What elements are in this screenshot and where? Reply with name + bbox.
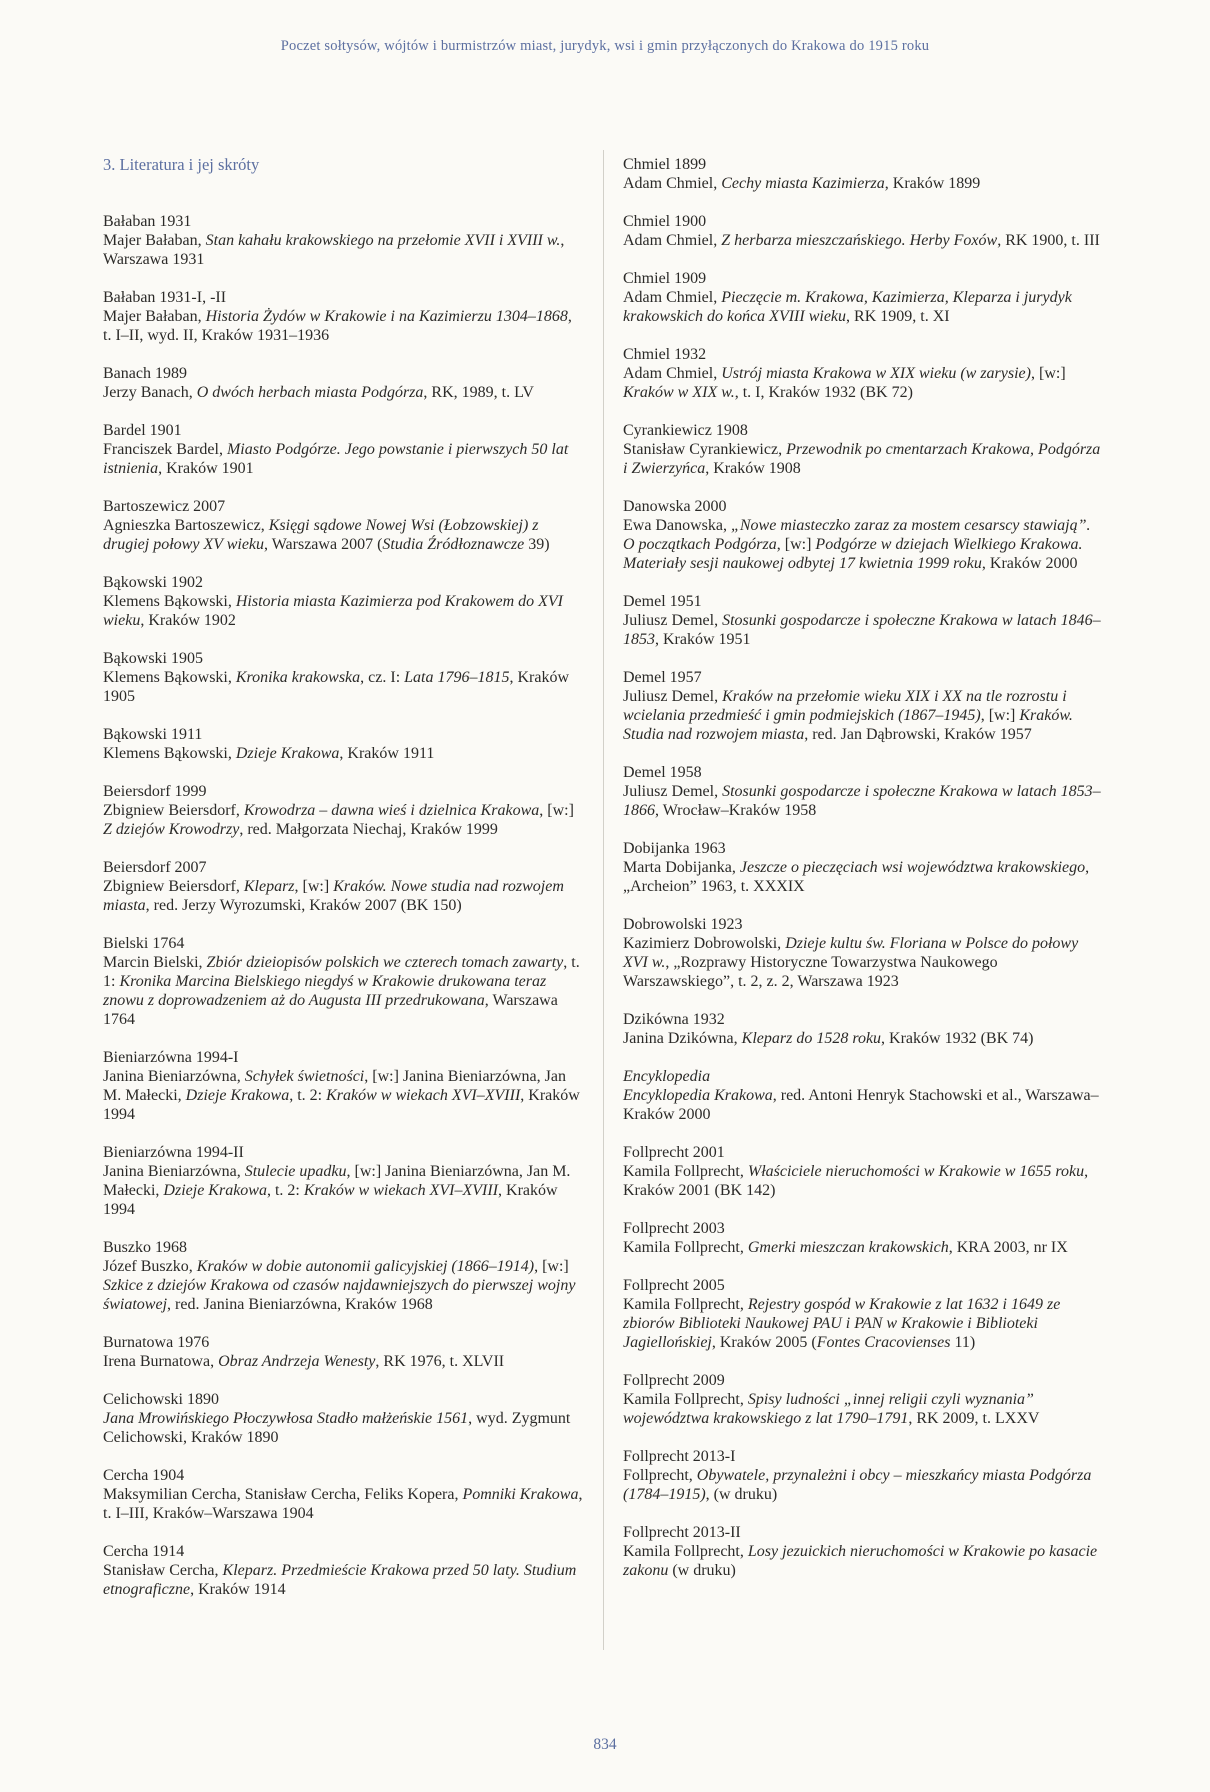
reference-title: Losy jezuickich nieruchomości w Krakowie po kasacie zakonu: [623, 1543, 1098, 1579]
entry-reference: [623, 858, 1103, 896]
reference-title: Dzieje kultu św. Floriana w Polsce do połowy XVI w.: [623, 935, 1079, 971]
reference-title: Miasto Podgórze. Jego powstanie i pierwszych 50 lat istnienia: [103, 441, 569, 477]
bibliography-entry: [623, 1067, 1103, 1124]
bibliography-entry: [623, 1219, 1103, 1257]
reference-title: Dzieje Krakowa: [235, 745, 340, 762]
reference-title: Kraków w wiekach XVI–XVIII: [303, 1182, 499, 1199]
reference-text: , Kraków 1914: [190, 1581, 286, 1598]
reference-title: Stulecie upadku: [244, 1163, 347, 1180]
running-head: Poczet sołtysów, wójtów i burmistrzów miast, jurydyk, wsi i gmin przyłączonych do Krakowa do 1915 roku: [280, 38, 930, 54]
entry-abbreviation: Follprecht 2005: [623, 1277, 725, 1294]
reference-text: , red. Jerzy Wyrozumski, Kraków 2007 (BK 150): [145, 897, 462, 914]
reference-text: , RK 2009, t. LXXV: [908, 1410, 1040, 1427]
entry-abbreviation: Demel 1951: [623, 593, 702, 610]
entry-reference: [623, 1086, 1103, 1124]
reference-text: , cz. I:: [360, 669, 405, 686]
bibliography-entry: [623, 592, 1103, 649]
bibliography-entry: [103, 1390, 583, 1447]
reference-title: O dwóch herbach miasta Podgórza: [196, 384, 424, 401]
reference-title: Szkice z dziejów Krakowa od czasów najdawniejszych do pierwszej wojny światowej: [103, 1277, 576, 1313]
reference-text: , RK 1909, t. XI: [846, 308, 950, 325]
bibliography-entry: [623, 269, 1103, 326]
bibliography-list-right: [623, 155, 1103, 1580]
entry-reference: [103, 440, 583, 478]
reference-title: Gmerki mieszczan krakowskich: [747, 1239, 949, 1256]
reference-text: Janina Bieniarzówna,: [103, 1163, 245, 1180]
reference-text: , „Archeion” 1963, t. XXXIX: [623, 859, 1090, 895]
bibliography-entry: [103, 212, 583, 269]
entry-reference: [623, 782, 1103, 820]
entry-reference: [623, 1466, 1103, 1504]
reference-text: Adam Chmiel,: [623, 175, 722, 192]
entry-abbreviation: Chmiel 1899: [623, 156, 707, 173]
reference-title: Schyłek świetności: [244, 1068, 365, 1085]
bibliography-entry: [623, 212, 1103, 250]
entry-abbreviation: Buszko 1968: [103, 1239, 187, 1256]
entry-reference: [103, 383, 583, 402]
bibliography-entry: [623, 763, 1103, 820]
reference-text: Józef Buszko,: [103, 1258, 197, 1275]
bibliography-entry: [103, 421, 583, 478]
entry-reference: [103, 877, 583, 915]
reference-text: , t. I–III, Kraków–Warszawa 1904: [103, 1486, 583, 1522]
bibliography-entry: [623, 1523, 1103, 1580]
reference-title: Zbiór dzieiopisów polskich we czterech tomach zawarty: [206, 954, 564, 971]
reference-title: Jeszcze o pieczęciach wsi województwa krakowskiego: [739, 859, 1086, 876]
bibliography-entry: [103, 1238, 583, 1314]
entry-reference: [623, 364, 1103, 402]
reference-text: , t. 1:: [103, 954, 580, 990]
reference-text: Marcin Bielski,: [103, 954, 207, 971]
bibliography-entry: [103, 1048, 583, 1124]
entry-abbreviation: Encyklopedia: [623, 1068, 711, 1085]
reference-text: , t. I–II, wyd. II, Kraków 1931–1936: [103, 308, 572, 344]
reference-title: Stosunki gospodarcze i społeczne Krakowa w latach 1853–1866: [623, 783, 1101, 819]
reference-title: Przewodnik po cmentarzach Krakowa, Podgórza i Zwierzyńca: [623, 441, 1101, 477]
entry-reference: [103, 592, 583, 630]
reference-text: , Kraków 1901: [158, 460, 254, 477]
reference-text: Majer Bałaban,: [103, 308, 206, 325]
reference-text: Juliusz Demel,: [623, 688, 723, 705]
entry-reference: [103, 1561, 583, 1599]
bibliography-entry: [103, 1542, 583, 1599]
entry-reference: [623, 516, 1103, 573]
reference-text: Janina Dzikówna,: [623, 1030, 742, 1047]
reference-title: Kraków. Studia nad rozwojem miasta: [623, 707, 1073, 743]
entry-abbreviation: Bardel 1901: [103, 422, 182, 439]
entry-abbreviation: Follprecht 2013-II: [623, 1524, 741, 1541]
bibliography-entry: [103, 573, 583, 630]
reference-text: , t. 2:: [266, 1182, 304, 1199]
reference-title: Z herbarza mieszczańskiego. Herby Foxów: [721, 232, 998, 249]
reference-title: Kraków w XIX w.: [623, 384, 735, 401]
reference-title: Kraków. Nowe studia nad rozwojem miasta: [103, 878, 564, 914]
bibliography-entry: [103, 858, 583, 915]
entry-abbreviation: Demel 1957: [623, 669, 702, 686]
bibliography-entry: [103, 934, 583, 1029]
bibliography-entry: [623, 497, 1103, 573]
reference-text: , [w:]: [980, 707, 1020, 724]
entry-abbreviation: Dobrowolski 1923: [623, 916, 743, 933]
reference-text: , [w:]: [294, 878, 334, 895]
bibliography-entry: [623, 1371, 1103, 1428]
entry-abbreviation: Beiersdorf 1999: [103, 783, 207, 800]
reference-title: Kleparz. Przedmieście Krakowa przed 50 laty. Studium etnograficzne: [103, 1562, 577, 1598]
reference-text: Irena Burnatowa,: [103, 1353, 219, 1370]
reference-text: Marta Dobijanka,: [623, 859, 740, 876]
entry-abbreviation: Danowska 2000: [623, 498, 727, 515]
left-column: [103, 155, 583, 1618]
reference-title: Dzieje Krakowa: [163, 1182, 267, 1199]
entry-abbreviation: Dobijanka 1963: [623, 840, 726, 857]
reference-title: Właściciele nieruchomości w Krakowie w 1655 roku: [747, 1163, 1085, 1180]
reference-title: Kraków w wiekach XVI–XVIII: [326, 1087, 521, 1104]
entry-abbreviation: Bartoszewicz 2007: [103, 498, 226, 515]
bibliography-entry: [103, 649, 583, 706]
reference-title: Jana Mrowińskiego Płoczywłosa Stadło małżeńskie 1561: [103, 1410, 469, 1427]
reference-text: Adam Chmiel,: [623, 232, 722, 249]
reference-text: 39): [524, 536, 550, 553]
reference-text: Adam Chmiel,: [623, 289, 722, 306]
column-divider: [603, 150, 604, 1650]
reference-text: , Kraków 2001 (BK 142): [623, 1163, 1089, 1199]
reference-text: , red. Małgorzata Niechaj, Kraków 1999: [239, 821, 498, 838]
reference-text: Juliusz Demel,: [623, 612, 723, 629]
entry-reference: [623, 1162, 1103, 1200]
reference-text: , Kraków 2000: [981, 555, 1078, 572]
reference-text: , [w:]: [539, 802, 574, 819]
reference-title: Dzieje Krakowa: [185, 1087, 290, 1104]
bibliography-list-left: [103, 212, 583, 1599]
reference-text: Juliusz Demel,: [623, 783, 723, 800]
entry-reference: [623, 440, 1103, 478]
reference-title: Obywatele, przynależni i obcy – mieszkańcy miasta Podgórza (1784–1915): [623, 1467, 1092, 1503]
entry-reference: [103, 801, 583, 839]
reference-text: , Kraków 1899: [884, 175, 981, 192]
entry-abbreviation: Banach 1989: [103, 365, 187, 382]
reference-title: Stosunki gospodarcze i społeczne Krakowa w latach 1846–1853: [623, 612, 1101, 648]
reference-text: Kamila Follprecht,: [623, 1296, 748, 1313]
entry-reference: [103, 231, 583, 269]
reference-text: , wyd. Zygmunt Celichowski, Kraków 1890: [103, 1410, 571, 1446]
entry-reference: [103, 1067, 583, 1124]
bibliography-entry: [103, 725, 583, 763]
entry-reference: [623, 687, 1103, 744]
reference-title: Historia miasta Kazimierza pod Krakowem do XVI wieku: [103, 593, 563, 629]
entry-reference: [103, 744, 583, 763]
reference-text: , [w:]: [1030, 365, 1066, 382]
reference-title: Spisy ludności „innej religii czyli wyznania” województwa krakowskiego z lat 1790–1791: [623, 1391, 1034, 1427]
reference-text: Kamila Follprecht,: [623, 1239, 748, 1256]
reference-text: , t. 2:: [289, 1087, 327, 1104]
entry-abbreviation: Chmiel 1909: [623, 270, 707, 287]
entry-reference: [103, 953, 583, 1029]
entry-reference: [103, 1485, 583, 1523]
bibliography-entry: [623, 1447, 1103, 1504]
bibliography-entry: [103, 288, 583, 345]
reference-text: , Kraków 1911: [339, 745, 435, 762]
reference-text: , Wrocław–Kraków 1958: [655, 802, 817, 819]
reference-text: Kamila Follprecht,: [623, 1543, 748, 1560]
reference-text: Franciszek Bardel,: [103, 441, 227, 458]
reference-text: , [w:] Janina Bieniarzówna, Jan M. Małecki,: [103, 1068, 566, 1104]
reference-text: Adam Chmiel,: [623, 365, 722, 382]
entry-reference: [623, 611, 1103, 649]
reference-text: Maksymilian Cercha, Stanisław Cercha, Feliks Kopera,: [103, 1486, 463, 1503]
entry-abbreviation: Chmiel 1900: [623, 213, 707, 230]
bibliography-entry: [623, 1276, 1103, 1352]
reference-title: Pieczęcie m. Krakowa, Kazimierza, Kleparza i jurydyk krakowskich do końca XVIII wieku: [623, 289, 1072, 325]
entry-reference: [623, 288, 1103, 326]
entry-reference: [103, 668, 583, 706]
reference-title: Studia Źródłoznawcze: [382, 536, 525, 553]
bibliography-entry: [623, 1010, 1103, 1048]
entry-reference: [103, 516, 583, 554]
reference-text: , Warszawa 2007 (: [264, 536, 383, 553]
reference-text: , Warszawa 1931: [103, 232, 565, 268]
reference-text: , Kraków 1994: [103, 1087, 580, 1123]
bibliography-entry: [623, 345, 1103, 402]
reference-text: , RK, 1989, t. LV: [423, 384, 534, 401]
reference-title: Kronika krakowska: [235, 669, 361, 686]
entry-abbreviation: Follprecht 2009: [623, 1372, 725, 1389]
reference-text: , RK 1900, t. III: [997, 232, 1100, 249]
reference-text: , „Rozprawy Historyczne Towarzystwa Naukowego Warszawskiego”, t. 2, z. 2, Warszawa 1923: [623, 954, 998, 990]
reference-title: Lata 1796–1815: [404, 669, 510, 686]
entry-abbreviation: Bielski 1764: [103, 935, 185, 952]
reference-text: Jerzy Banach,: [103, 384, 197, 401]
entry-abbreviation: Bieniarzówna 1994-I: [103, 1049, 239, 1066]
reference-text: , Kraków 1994: [103, 1182, 558, 1218]
reference-text: , Kraków 1902: [140, 612, 236, 629]
entry-abbreviation: Cercha 1904: [103, 1467, 185, 1484]
reference-text: Kamila Follprecht,: [623, 1391, 748, 1408]
entry-abbreviation: Bałaban 1931: [103, 213, 192, 230]
reference-text: , RK 1976, t. XLVII: [375, 1353, 505, 1370]
entry-abbreviation: Cercha 1914: [103, 1543, 185, 1560]
entry-reference: [103, 1162, 583, 1219]
entry-reference: [623, 1390, 1103, 1428]
reference-text: Zbigniew Beiersdorf,: [103, 802, 244, 819]
reference-title: Z dziejów Krowodrzy: [103, 821, 240, 838]
reference-title: „Nowe miasteczko zaraz za mostem cesarscy stawiają”. O początkach Podgórza: [623, 517, 1091, 553]
reference-text: , (w druku): [705, 1486, 778, 1503]
entry-reference: [623, 934, 1103, 991]
reference-text: , t. I, Kraków 1932 (BK 72): [734, 384, 913, 401]
reference-title: Rejestry gospód w Krakowie z lat 1632 i 1649 ze zbiorów Biblioteki Naukowej PAU i PAN w Krakowie i Biblioteki Jagiellońskiej: [623, 1296, 1061, 1351]
entry-abbreviation: Burnatowa 1976: [103, 1334, 210, 1351]
bibliography-entry: [623, 839, 1103, 896]
reference-text: Kamila Follprecht,: [623, 1163, 748, 1180]
entry-abbreviation: Beiersdorf 2007: [103, 859, 207, 876]
bibliography-entry: [103, 782, 583, 839]
entry-abbreviation: Bałaban 1931-I, -II: [103, 289, 227, 306]
bibliography-entry: [623, 421, 1103, 478]
reference-text: , [w:] Janina Bieniarzówna, Jan M. Małecki,: [103, 1163, 571, 1199]
bibliography-entry: [103, 1466, 583, 1523]
reference-text: Ewa Danowska,: [623, 517, 731, 534]
reference-text: Klemens Bąkowski,: [103, 593, 236, 610]
reference-text: , red. Janina Bieniarzówna, Kraków 1968: [167, 1296, 433, 1313]
reference-text: Stanisław Cyrankiewicz,: [623, 441, 787, 458]
reference-text: Stanisław Cercha,: [103, 1562, 223, 1579]
entry-reference: [623, 231, 1103, 250]
reference-text: , Warszawa 1764: [103, 992, 558, 1028]
entry-reference: [623, 1295, 1103, 1352]
entry-abbreviation: Cyrankiewicz 1908: [623, 422, 748, 439]
reference-text: , red. Antoni Henryk Stachowski et al., Warszawa–Kraków 2000: [623, 1087, 1099, 1123]
entry-abbreviation: Follprecht 2001: [623, 1144, 725, 1161]
entry-reference: [623, 1029, 1103, 1048]
reference-title: Encyklopedia Krakowa: [623, 1087, 773, 1104]
reference-text: Klemens Bąkowski,: [103, 745, 236, 762]
reference-text: , KRA 2003, nr IX: [948, 1239, 1068, 1256]
reference-text: , [w:]: [534, 1258, 569, 1275]
entry-abbreviation: Dzikówna 1932: [623, 1011, 725, 1028]
reference-text: Majer Bałaban,: [103, 232, 206, 249]
entry-abbreviation: Bąkowski 1902: [103, 574, 203, 591]
reference-text: , Kraków 1932 (BK 74): [881, 1030, 1034, 1047]
reference-title: Cechy miasta Kazimierza: [721, 175, 885, 192]
reference-title: Stan kahału krakowskiego na przełomie XVII i XVIII w.: [205, 232, 561, 249]
reference-title: Krowodrza – dawna wieś i dzielnica Krakowa: [243, 802, 540, 819]
entry-abbreviation: Bąkowski 1905: [103, 650, 203, 667]
reference-title: Obraz Andrzeja Wenesty: [218, 1353, 376, 1370]
reference-text: , [w:]: [776, 536, 816, 553]
reference-title: Pomniki Krakowa: [462, 1486, 579, 1503]
reference-text: 11): [950, 1334, 976, 1351]
reference-title: Kleparz do 1528 roku: [741, 1030, 882, 1047]
entry-reference: [623, 1238, 1103, 1257]
entry-reference: [103, 1352, 583, 1371]
reference-text: , red. Jan Dąbrowski, Kraków 1957: [804, 726, 1032, 743]
reference-title: Historia Żydów w Krakowie i na Kazimierzu 1304–1868: [205, 308, 568, 325]
bibliography-entry: [623, 1143, 1103, 1200]
bibliography-entry: [623, 668, 1103, 744]
reference-text: Klemens Bąkowski,: [103, 669, 236, 686]
bibliography-entry: [103, 364, 583, 402]
entry-reference: [623, 174, 1103, 193]
entry-reference: [103, 307, 583, 345]
entry-abbreviation: Bieniarzówna 1994-II: [103, 1144, 244, 1161]
bibliography-entry: [623, 915, 1103, 991]
section-title: 3. Literatura i jej skróty: [103, 155, 260, 174]
entry-reference: [103, 1257, 583, 1314]
reference-text: Kazimierz Dobrowolski,: [623, 935, 786, 952]
page-number: 834: [593, 1736, 617, 1753]
reference-title: Księgi sądowe Nowej Wsi (Łobzowskiej) z drugiej połowy XV wieku: [103, 517, 539, 553]
bibliography-entry: [103, 497, 583, 554]
entry-abbreviation: Follprecht 2013-I: [623, 1448, 736, 1465]
entry-reference: [623, 1542, 1103, 1580]
reference-text: Agnieszka Bartoszewicz,: [103, 517, 269, 534]
bibliography-entry: [103, 1143, 583, 1219]
reference-text: , Kraków 1908: [705, 460, 801, 477]
reference-title: Kleparz: [243, 878, 295, 895]
entry-reference: [103, 1409, 583, 1447]
entry-abbreviation: Demel 1958: [623, 764, 702, 781]
entry-abbreviation: Follprecht 2003: [623, 1220, 725, 1237]
bibliography-entry: [103, 1333, 583, 1371]
entry-abbreviation: Celichowski 1890: [103, 1391, 219, 1408]
entry-abbreviation: Bąkowski 1911: [103, 726, 203, 743]
reference-text: , Kraków 1905: [103, 669, 570, 705]
reference-text: , Kraków 1951: [655, 631, 751, 648]
reference-title: Kronika Marcina Bielskiego niegdyś w Krakowie drukowana teraz znowu z doprowadzeniem aż do Augusta III przedrukowana: [103, 973, 547, 1009]
reference-title: Podgórze w dziejach Wielkiego Krakowa. Materiały sesji naukowej odbytej 17 kwietnia 1999 roku: [623, 536, 1083, 572]
right-column: [623, 155, 1103, 1599]
reference-text: (w druku): [668, 1562, 736, 1579]
reference-text: Zbigniew Beiersdorf,: [103, 878, 244, 895]
entry-abbreviation: Chmiel 1932: [623, 346, 707, 363]
reference-title: Fontes Cracovienses: [816, 1334, 951, 1351]
reference-text: Follprecht,: [623, 1467, 697, 1484]
reference-text: Janina Bieniarzówna,: [103, 1068, 245, 1085]
reference-title: Kraków na przełomie wieku XIX i XX na tle rozrostu i wcielania przedmieść i gmin podmiejskich (1867–1945): [623, 688, 1067, 724]
reference-title: Ustrój miasta Krakowa w XIX wieku (w zarysie): [721, 365, 1031, 382]
reference-title: Kraków w dobie autonomii galicyjskiej (1866–1914): [196, 1258, 535, 1275]
reference-text: , Kraków 2005 (: [711, 1334, 817, 1351]
bibliography-entry: [623, 155, 1103, 193]
